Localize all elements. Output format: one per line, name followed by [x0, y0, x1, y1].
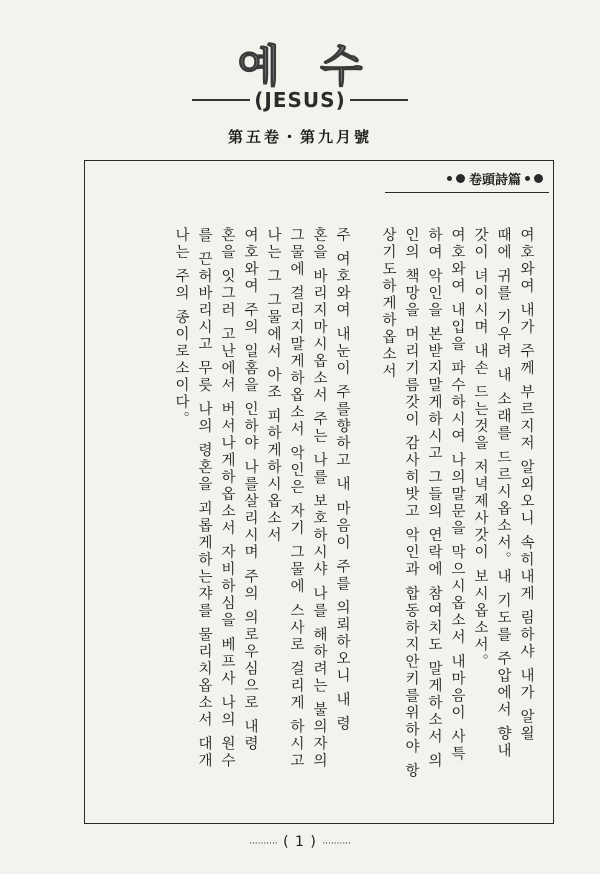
english-title: (JESUS): [254, 88, 346, 112]
footer-paren-close: ): [310, 834, 317, 850]
title-rule-left: [192, 99, 250, 101]
page-footer: [0, 834, 600, 850]
footer-dots-left: ··········: [249, 839, 278, 849]
dot-large-icon: [534, 174, 543, 183]
poem-line: 나는 그 그물에서 아조 피하게하시옵소서: [265, 227, 281, 545]
footer-dots-right: ··········: [322, 839, 351, 849]
poem-line: 그물에 걸리지말게하옵소서 악인은 자기 그물에 스사로 걸리게 하시고: [288, 227, 304, 770]
poem-line: 여호와여 내입을 파수하시여 나의말문을 막으시옵소서 내마음이 사특: [449, 227, 465, 763]
dot-large-icon: [456, 174, 465, 183]
poem-line: 상기도하게하옵소서: [380, 227, 396, 380]
poem-line: 주 여호와여 내눈이 주를향하고 내 마음이 주를 의뢰하오니 내 령: [334, 227, 350, 733]
footer-paren-open: (: [283, 834, 290, 850]
dot-small-icon: [447, 176, 452, 181]
poem-line: 여호와여 주의 일홈을 인하야 나를살리시며 주의 의로우심으로 내령: [242, 227, 258, 753]
poem-line: 여호와여 내가 주께 부르지저 알외오니 속히내게 림하샤 내가 알욀: [518, 227, 534, 743]
section-header: [447, 167, 543, 189]
volume-issue: 第五卷・第九月號: [227, 128, 372, 146]
poem-line: 혼을 바리지마시옵소서 주는 나를 보호하시샤 나를 해하려는 불의자의: [311, 227, 327, 770]
poem-line: 인의 책망을 머리기름갓이 감사히밧고 악인과 합동하지안키를위하야 항: [403, 227, 419, 780]
section-rule: [385, 192, 549, 193]
stanza-break: [353, 227, 376, 793]
title-rule-right: [350, 99, 408, 101]
poem-line: 하여 악인을 본받지말게하시고 그들의 연락에 참여치도 말게하소서 의: [426, 227, 442, 770]
dot-small-icon: [525, 176, 530, 181]
poem-line: 때에 귀를 기우려 내 소래를 드르시옵소서。내 기도를 주압에서 향내: [495, 227, 511, 760]
poem-line: 나는 주의 종이로소이다。: [173, 227, 189, 429]
poem-line: 를 끈허바리시고 무릇 나의 령혼을 괴롭게하는쟈를 물리치옵소서 대개: [196, 227, 212, 770]
poem-line: 갓이 녀이시며 내손 드는것을 저녁제사갓이 보시옵소서。: [472, 227, 488, 671]
english-title-row: [0, 88, 600, 112]
content-frame: [84, 160, 554, 824]
poem-line: 혼을 잇그러 고난에서 버서나게하옵소서 자비하심을 베프사 나의 원수: [219, 227, 235, 770]
page-number: 1: [295, 834, 305, 850]
magazine-title: 예수: [237, 41, 403, 92]
psalm-text: [101, 227, 537, 793]
section-label: 卷頭詩篇: [468, 172, 521, 188]
